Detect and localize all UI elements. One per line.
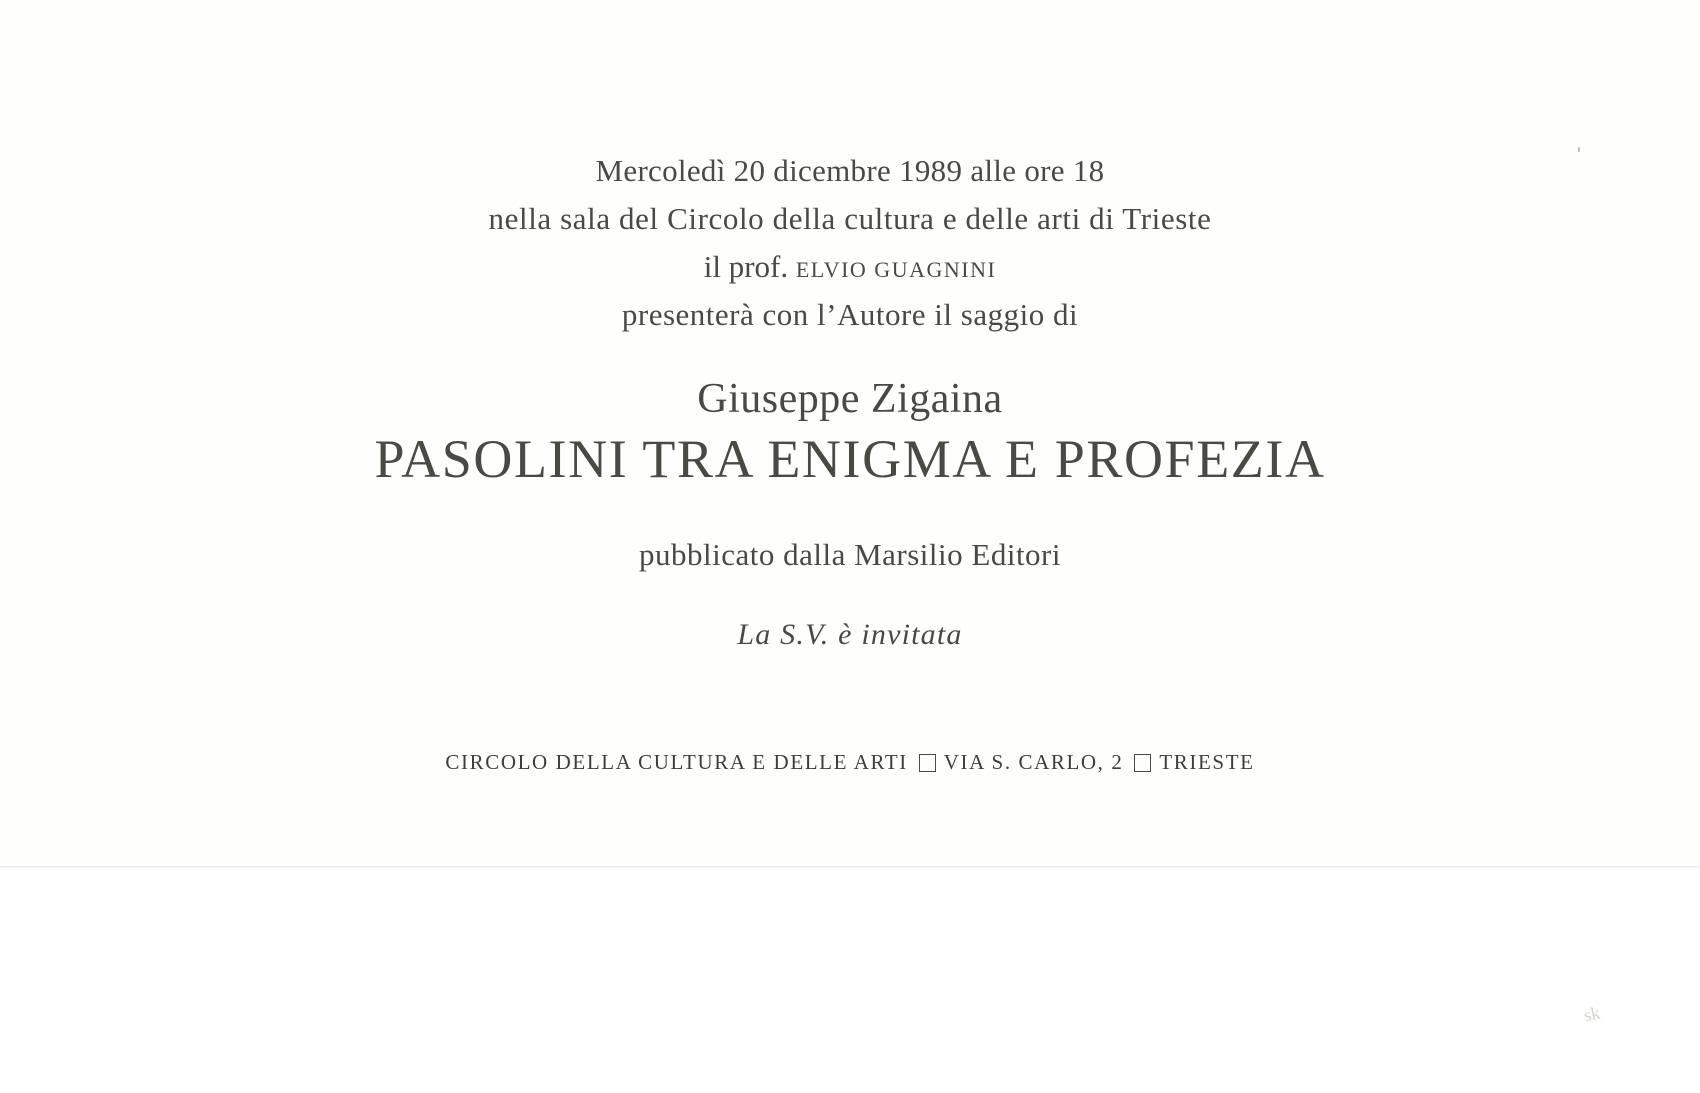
presents-line: presenterà con l’Autore il saggio di	[621, 297, 1079, 332]
presenter-prefix: il prof.	[703, 249, 789, 284]
book-author: Giuseppe Zigaina	[697, 376, 1003, 422]
paper-speck	[1578, 147, 1580, 152]
organization-name: CIRCOLO DELLA CULTURA E DELLE ARTI	[445, 750, 908, 774]
street-address: VIA S. CARLO, 2	[943, 750, 1124, 774]
venue-line: nella sala del Circolo della cultura e delle arti di Trieste	[488, 201, 1212, 236]
lower-card-panel	[0, 868, 1700, 1093]
handwritten-mark: sk	[1581, 1002, 1602, 1026]
presenter-line	[0, 249, 1700, 285]
publisher-line: pubblicato dalla Marsilio Editori	[639, 537, 1061, 572]
address-footer	[0, 750, 1700, 775]
presenter-name: ELVIO GUAGNINI	[795, 257, 997, 282]
box-separator-icon	[1134, 754, 1151, 772]
box-separator-icon	[919, 754, 936, 772]
city-name: TRIESTE	[1159, 750, 1255, 774]
event-date-line: Mercoledì 20 dicembre 1989 alle ore 18	[595, 153, 1105, 188]
book-title: PASOLINI TRA ENIGMA E PROFEZIA	[374, 429, 1326, 489]
invitation-line: La S.V. è invitata	[737, 618, 963, 651]
